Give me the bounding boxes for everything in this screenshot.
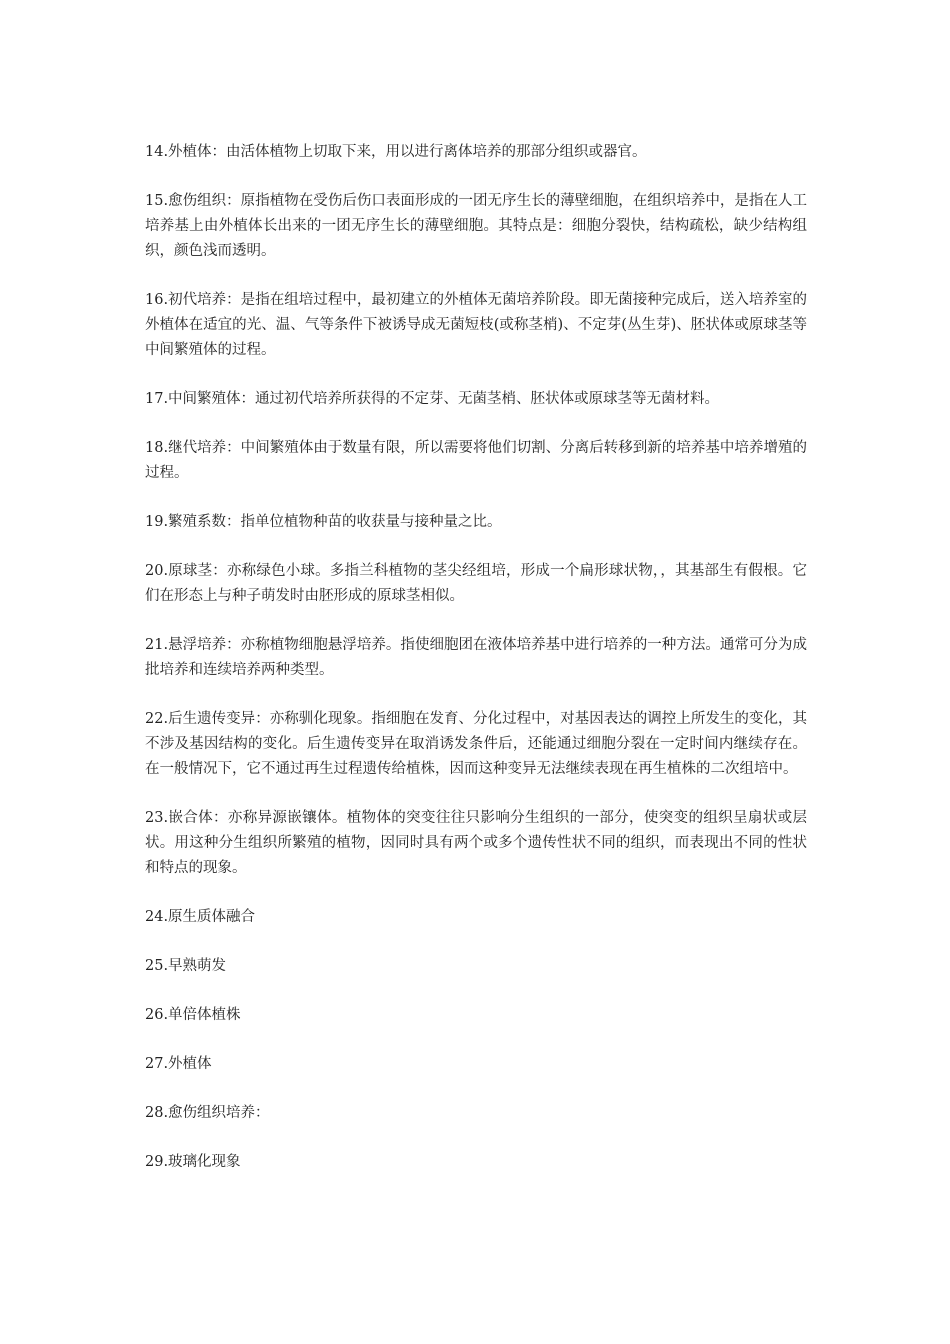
entry-15: 15.愈伤组织：原指植物在受伤后伤口表面形成的一团无序生长的薄壁细胞，在组织培养中，是指在人工培养基上由外植体长出来的一团无序生长的薄壁细胞。其特点是：细胞分裂快，结构疏松，缺少结构组织，颜色浅而透明。: [145, 193, 807, 259]
entry-21: 21.悬浮培养：亦称植物细胞悬浮培养。指使细胞团在液体培养基中进行培养的一种方法。通常可分为成批培养和连续培养两种类型。: [145, 637, 807, 678]
entry-18: 18.继代培养：中间繁殖体由于数量有限，所以需要将他们切割、分离后转移到新的培养基中培养增殖的过程。: [145, 440, 807, 481]
entry-23: 23.嵌合体：亦称异源嵌镶体。植物体的突变往往只影响分生组织的一部分，使突变的组织呈扇状或层状。用这种分生组织所繁殖的植物，因同时具有两个或多个遗传性状不同的组织，而表现出不同的性状和特点的现象。: [145, 810, 807, 876]
entry-19: 19.繁殖系数：指单位植物种苗的收获量与接种量之比。: [145, 514, 502, 530]
entry-17: 17.中间繁殖体：通过初代培养所获得的不定芽、无菌茎梢、胚状体或原球茎等无菌材料。: [145, 391, 720, 407]
entry-20: 20.原球茎：亦称绿色小球。多指兰科植物的茎尖经组培，形成一个扁形球状物，，其基部生有假根。它们在形态上与种子萌发时由胚形成的原球茎相似。: [145, 563, 807, 604]
entry-28: 28.愈伤组织培养：: [145, 1105, 270, 1121]
entry-27: 27.外植体: [145, 1056, 212, 1072]
entry-14: 14.外植体：由活体植物上切取下来，用以进行离体培养的那部分组织或器官。: [145, 144, 647, 160]
entry-29: 29.玻璃化现象: [145, 1154, 241, 1170]
document-page: [145, 140, 807, 1199]
entry-26: 26.单倍体植株: [145, 1007, 241, 1023]
entry-24: 24.原生质体融合: [145, 909, 256, 925]
entry-16: 16.初代培养：是指在组培过程中，最初建立的外植体无菌培养阶段。即无菌接种完成后，送入培养室的外植体在适宜的光、温、气等条件下被诱导成无菌短枝(或称茎梢)、不定芽(丛生芽)、胚状体或原球茎等中间繁殖体的过程。: [145, 292, 807, 358]
entry-25: 25.早熟萌发: [145, 958, 227, 974]
entry-22: 22.后生遗传变异：亦称驯化现象。指细胞在发育、分化过程中，对基因表达的调控上所发生的变化，其不涉及基因结构的变化。后生遗传变异在取消诱发条件后，还能通过细胞分裂在一定时间内继续存在。在一般情况下，它不通过再生过程遗传给植株，因而这种变异无法继续表现在再生植株的二次组培中。: [145, 711, 807, 777]
